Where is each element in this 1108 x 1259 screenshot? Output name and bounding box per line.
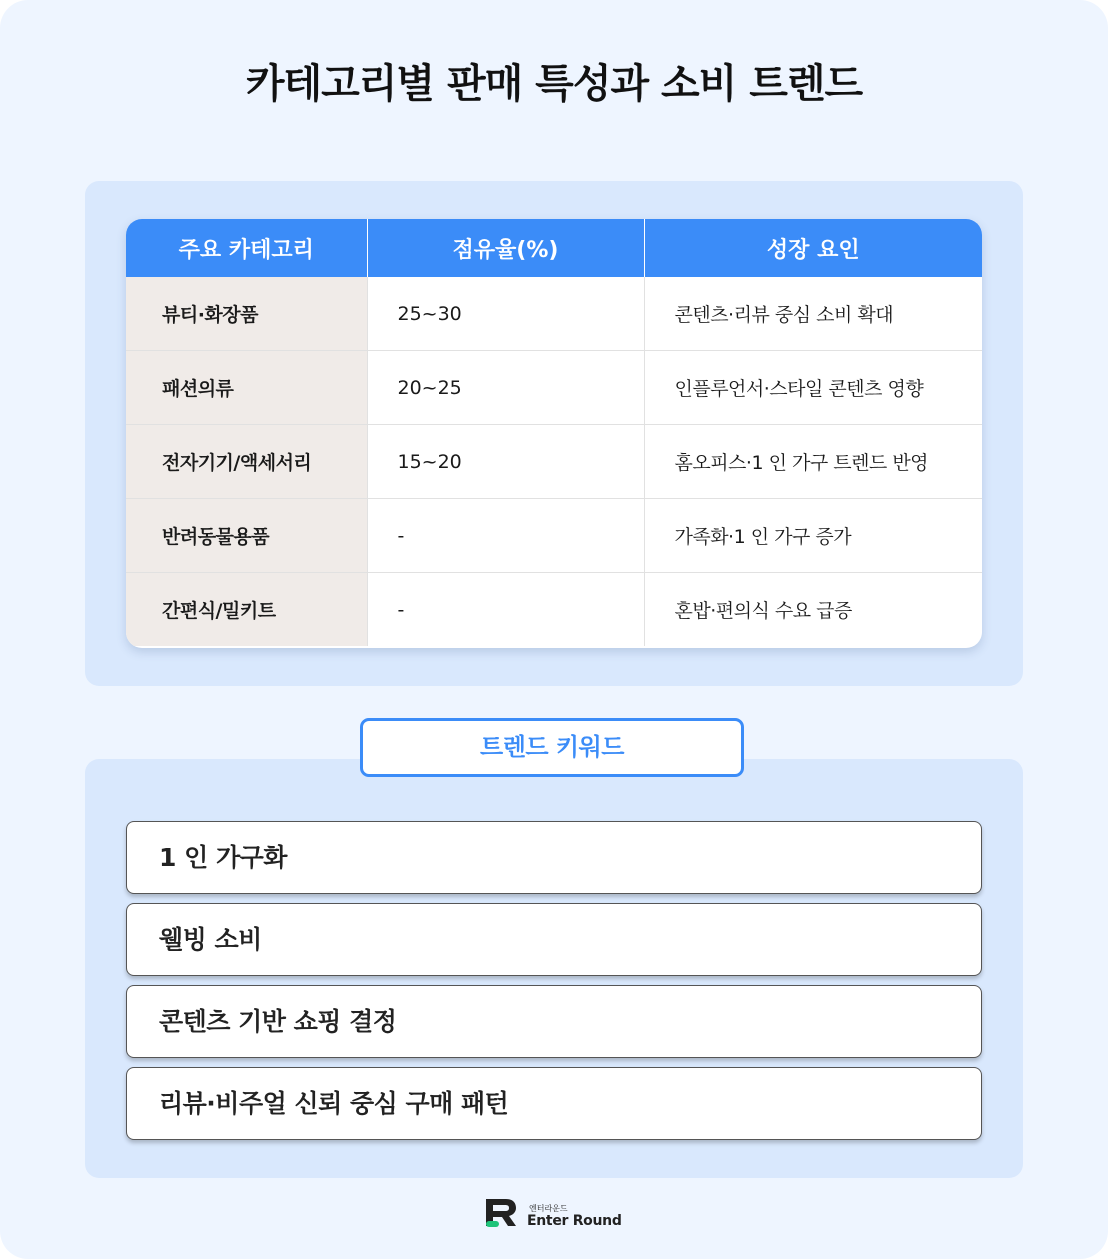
share-cell: 15~20 bbox=[367, 425, 644, 499]
category-cell: 전자기기/액세서리 bbox=[126, 425, 367, 499]
factor-cell: 가족화·1 인 가구 증가 bbox=[644, 499, 982, 573]
factor-cell: 콘텐츠·리뷰 중심 소비 확대 bbox=[644, 277, 982, 351]
share-cell: 20~25 bbox=[367, 351, 644, 425]
category-cell: 간편식/밀키트 bbox=[126, 573, 367, 647]
keyword-item: 콘텐츠 기반 쇼핑 결정 bbox=[126, 985, 982, 1058]
header-category: 주요 카테고리 bbox=[126, 219, 367, 277]
category-table bbox=[126, 219, 982, 646]
table-row bbox=[126, 573, 982, 647]
header-share: 점유율(%) bbox=[367, 219, 644, 277]
keyword-item: 1 인 가구화 bbox=[126, 821, 982, 894]
logo-name: Enter Round bbox=[527, 1213, 622, 1229]
category-cell: 반려동물용품 bbox=[126, 499, 367, 573]
table-row bbox=[126, 277, 982, 351]
brand-logo bbox=[484, 1197, 634, 1233]
category-table-card bbox=[126, 219, 982, 648]
keyword-item: 웰빙 소비 bbox=[126, 903, 982, 976]
factor-cell: 혼밥·편의식 수요 급증 bbox=[674, 600, 852, 622]
share-cell: 25~30 bbox=[367, 277, 644, 351]
table-row bbox=[126, 425, 982, 499]
share-cell: - bbox=[367, 499, 644, 573]
page-title: 카테고리별 판매 특성과 소비 트렌드 bbox=[245, 61, 863, 107]
table-row bbox=[126, 499, 982, 573]
category-cell: 뷰티·화장품 bbox=[126, 277, 367, 351]
category-cell: 패션의류 bbox=[126, 351, 367, 425]
enter-round-logo-icon bbox=[484, 1197, 518, 1229]
keyword-item: 리뷰·비주얼 신뢰 중심 구매 패턴 bbox=[126, 1067, 982, 1140]
table-row bbox=[126, 351, 982, 425]
factor-cell: 홈오피스·1 인 가구 트렌드 반영 bbox=[644, 425, 982, 499]
factor-cell: 인플루언서·스타일 콘텐츠 영향 bbox=[644, 351, 982, 425]
logo-korean-name: 엔터라운드 bbox=[529, 1204, 568, 1213]
share-cell: - bbox=[367, 573, 644, 647]
header-growth-factor: 성장 요인 bbox=[644, 219, 982, 277]
table-header-row bbox=[126, 219, 982, 277]
keywords-heading: 트렌드 키워드 bbox=[360, 718, 744, 777]
